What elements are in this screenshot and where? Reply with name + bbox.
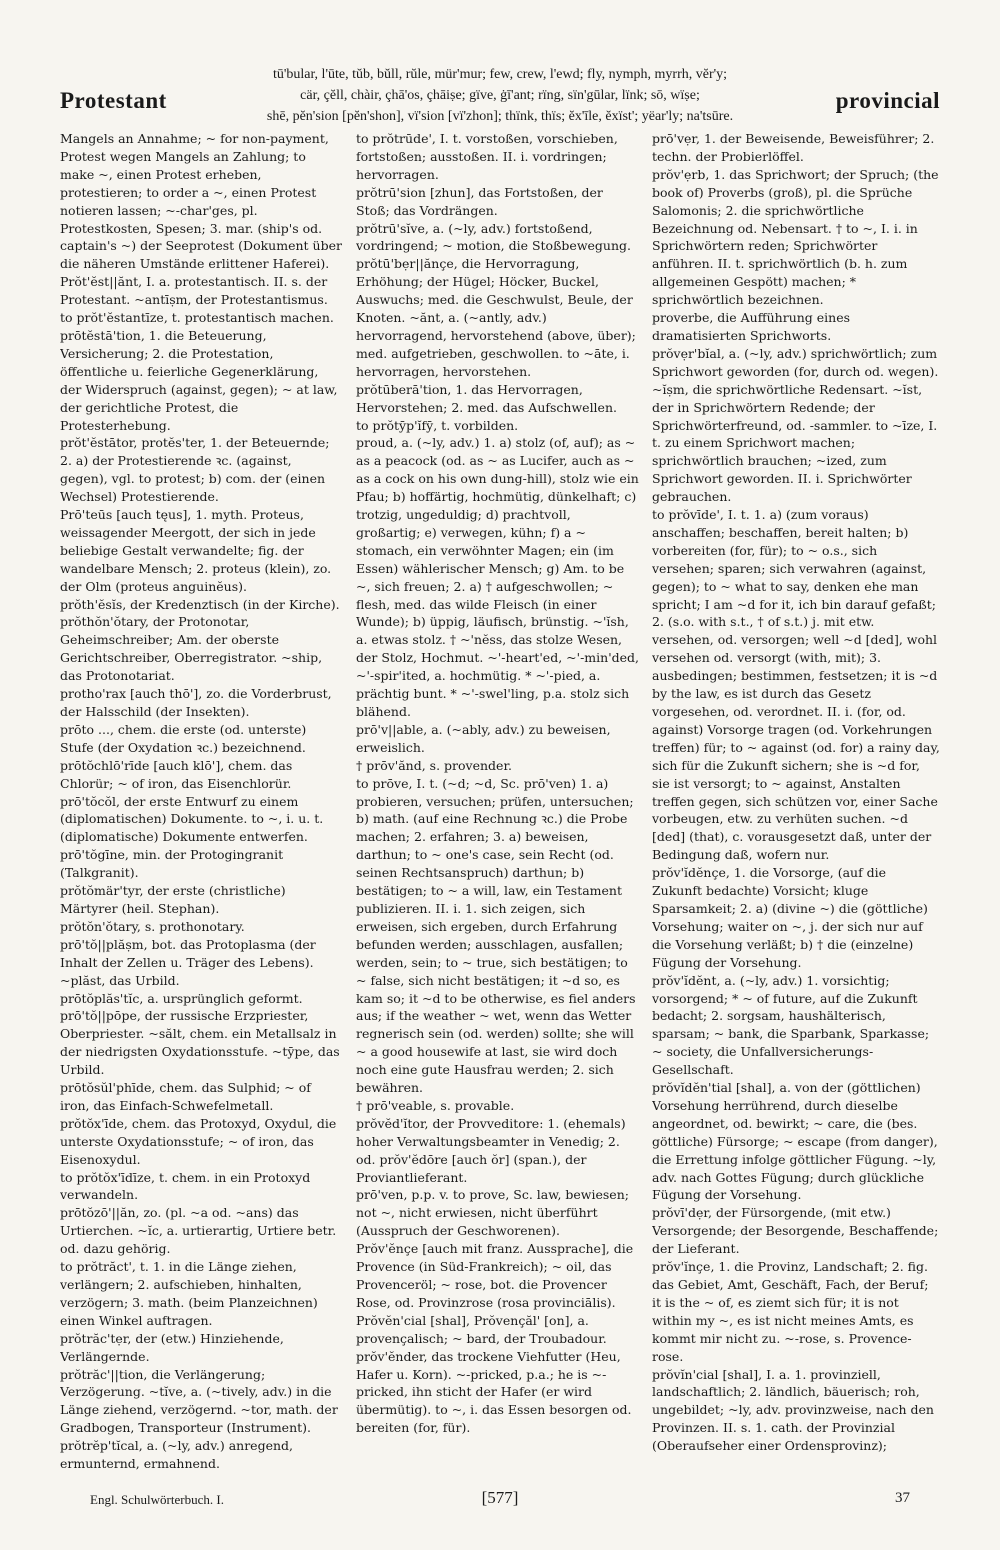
dictionary-entry: to prŏtrūde', I. t. vorstoßen, vorschieben, fortstoßen; ausstoßen. II. i. vordringen; hervorragen. — [356, 131, 618, 182]
column-3 — [652, 130, 940, 1490]
dictionary-entry: prŏtūberā'tion, 1. das Hervorragen, Hervorstehen; 2. med. das Aufschwellen. — [356, 381, 617, 415]
dictionary-entry: prŏv'ĕnder, das trockene Viehfutter (Heu, Hafer u. Korn). ~-pricked, p.a.; he is ~-pricked, ihn sticht der Hafer (er wird übermütig). to ~, i. das Essen besorgen od. bereiten (for, für). — [356, 1348, 632, 1436]
dictionary-entry: proud, a. (~ly, adv.) 1. a) stolz (of, auf); as ~ as a peacock (od. as ~ as Lucifer, auch as ~ as a cock on his own dung-hill), stolz wie ein Pfau; b) hoffärtig, hochmütig, dünkelhaft; c) trotzig, ungeduldig; d) prachtvoll, großartig; e) verwegen, kühn; f) a ~ stomach, ein verwöhnter Magen; ein (im Essen) wählerischer Mensch; g) Am. to be ~, sich freuen; 2. a) † aufgeschwollen; ~ flesh, med. das wilde Fleisch (in einer Wunde); b) üppig, läufisch, brünstig. ~'ĭsh, a. etwas stolz. † ~'nĕss, das stolze Wesen, der Stolz, Hochmut. ~'-heart'ed, ~'-min'ded, ~'-spir'ited, a. hochmütig. * ~'-pied, a. prächtig bunt. * ~'-swel'ling, p.a. stolz sich blähend. — [356, 435, 639, 719]
dictionary-entry: prōtĕstā'tion, 1. die Beteuerung, Versicherung; 2. die Protestation, öffentliche u. feierliche Gegenerklärung, der Widerspruch (against, gegen); ~ at law, der gerichtliche Protest, die Protesterhebung. — [60, 327, 338, 433]
pronunciation-key-line: cär, çĕll, chàir, çhā'os, çhāiṣe; gïve, ġī'ant; rïng, sïn'gūlar, lïnk; sō, wïṣe; — [300, 88, 700, 103]
dictionary-entry: prō'ven, p.p. v. to prove, Sc. law, bewiesen; not ~, nicht erwiesen, nicht überführt (Ausspruch der Geschworenen). — [356, 1187, 629, 1239]
dictionary-entry: Prŏt'ĕst||ănt, I. a. protestantisch. II. s. der Protestant. ~antīṣm, der Protestantismus. to prŏt'ĕstantīze, t. protestantisch machen. — [60, 274, 334, 326]
dictionary-entry: to prŏvīde', I. t. 1. a) (zum voraus) anschaffen; beschaffen, bereit halten; b) vorbereiten (for, für); to ~ o.s., sich versehen; sparen; sich verwahren (against, gegen); to ~ what to say, denken ehe man spricht; I am ~d for it, ich bin darauf gefaßt; 2. (s.o. with s.t., † of s.t.) j. mit etw. versehen, od. versorgen; well ~d [ded], wohl versehen od. versorgt (with, mit); 3. ausbedingen; bestimmen, festsetzen; it is ~d by the law, es ist durch das Gesetz vorgesehen, od. verordnet. II. i. (for, od. against) Vorsorge tragen (od. Vorkehrungen treffen) für; to ~ against (od. for) a rainy day, sich für die Zukunft sichern; she is ~d for, sie ist versorgt; to ~ against, Anstalten treffen gegen, sich schützen vor, einer Sache vorbeugen, etw. zu verhüten suchen. ~d [ded] (that), c. vorausgesetzt daß, unter der Bedingung daß, wofern nur. — [652, 507, 940, 863]
dictionary-entry: prŏvĭn'cial [shal], I. a. 1. provinziell, landschaftlich; 2. ländlich, bäuerisch; roh, ungebildet; ~ly, adv. provinzweise, nach den Provinzen. II. s. 1. cath. der Provinzial (Oberaufseher einer Ordensprovinz); — [652, 1366, 934, 1454]
dictionary-entry: to prŏtȳp'ĭfȳ, t. vorbilden. — [356, 417, 519, 433]
right-guide-word: provincial — [835, 88, 940, 113]
dictionary-entry: prōtŏplăs'tĭc, a. ursprünglich geformt. — [60, 990, 303, 1006]
dictionary-entry: Mangels an Annahme; ~ for non-payment, Protest wegen Mangels an Zahlung; to make ~, einen Protest erheben, protestieren; to order a ~, einen Protest notieren lassen; ~-char'ges, pl. Protestkosten, Spesen; 3. mar. (ship's od. captain's ~) der Seeprotest (Dokument über die näheren Umstände erlittener Haferei). — [60, 131, 342, 272]
dictionary-entry: prŏt'ĕstātor, protĕs'ter, 1. der Beteuernde; 2. a) der Protestierende ꝛc. (against, gegen), vgl. to protest; b) com. der (einen Wechsel) Protestierende. — [60, 435, 330, 505]
dictionary-entry: Prŏvĕn'cial [shal], Prŏvençăl' [on], a. provençalisch; ~ bard, der Troubadour. — [356, 1312, 607, 1346]
dictionary-entry: † prōv'ănd, s. provender. — [356, 757, 513, 773]
dictionary-entry: prō'tŏ||plăṣm, bot. das Protoplasma (der Inhalt der Zellen u. Träger des Lebens). ~plăst, das Urbild. — [60, 936, 316, 988]
dictionary-entry: prōto ..., chem. die erste (od. unterste) Stufe (der Oxydation ꝛc.) bezeichnend. — [60, 721, 307, 755]
left-guide-word: Protestant — [60, 88, 167, 113]
dictionary-entry: prŏvẹr'bĭal, a. (~ly, adv.) sprichwörtlich; zum Sprichwort geworden (for, durch od. wegen). ~ĭṣm, die sprichwörtliche Redensart. ~ĭst, der in Sprichwörtern Redende; der Sprichwörterfreund, od. -sammler. to ~īze, I. t. zu einem Sprichwort machen; sprichwörtlich brauchen; ~ized, zum Sprichwort geworden. II. i. Sprichwörter gebrauchen. — [652, 345, 939, 505]
dictionary-entry: prō'tŏ||pōpe, der russische Erzpriester, Oberpriester. ~sălt, chem. ein Metallsalz in der niedrigsten Oxydationsstufe. ~tȳpe, das Urbild. — [60, 1008, 340, 1078]
dictionary-entry: prŏv'ĭnçe, 1. die Provinz, Landschaft; 2. fig. das Gebiet, Amt, Geschäft, Fach, der Beruf; it is the ~ of, es ziemt sich für; it is not within my ~, es ist nicht meines Amts, es kommt mir nicht zu. ~-rose, s. Provence-rose. — [652, 1259, 929, 1364]
dictionary-entry: Prō'teūs [auch tęus], 1. myth. Proteus, weissagender Meergott, der sich in jede beliebige Gestalt verwandelte; fig. der wandelbare Mensch; 2. proteus (klein), zo. der Olm (proteus anguinĕus). — [60, 507, 332, 594]
dictionary-entry: prōtŏzō'||ăn, zo. (pl. ~a od. ~ans) das Urtierchen. ~ĭc, a. urtierartig, Urtiere betr. od. dazu gehörig. — [60, 1205, 337, 1257]
dictionary-entry: prō'tŏcŏl, der erste Entwurf zu einem (diplomatischen) Dokumente. to ~, i. u. t. (diplomatische) Dokumente entwerfen. — [60, 793, 324, 845]
running-head — [60, 64, 940, 124]
dictionary-entry: prŏthŏn'ŏtary, der Protonotar, Geheimschreiber; Am. der oberste Gerichtschreiber, Oberregistrator. ~ship, das Protonotariat. — [60, 614, 323, 684]
dictionary-entry: prŏtrăc'||tion, die Verlängerung; Verzögerung. ~tĭve, a. (~tively, adv.) in die Länge ziehend, verzögernd. ~tor, math. der Gradbogen, Transporteur (Instrument). — [60, 1366, 338, 1436]
dictionary-entry: prŏtrăc'tẹr, der (etw.) Hinziehende, Verlängernde. — [60, 1330, 284, 1364]
dictionary-entry: prŏtŏn'ŏtary, s. prothonotary. — [60, 918, 245, 934]
dictionary-entry: prŏv'ĭdĕnt, a. (~ly, adv.) 1. vorsichtig; vorsorgend; * ~ of future, auf die Zukunft bedacht; 2. sorgsam, haushälterisch, sparsam; ~ bank, die Sparbank, Sparkasse; ~ society, die Unfallversicherungs-Gesellschaft. — [652, 972, 930, 1078]
dictionary-entry: prŏtrĕp'tĭcal, a. (~ly, adv.) anregend, ermunternd, ermahnend. — [60, 1438, 294, 1472]
dictionary-entry: Prŏv'ĕnçe [auch mit franz. Aussprache], die Provence (in Süd-Frankreich); ~ oil, das Provenceröl; ~ rose, bot. die Provencer Rose, od. Provinzrose (rosa provinciālis). — [356, 1241, 634, 1310]
dictionary-entry: prŏtrū'sion [zhun], das Fortstoßen, der Stoß; das Vordrängen. — [356, 184, 603, 218]
dictionary-entry: prŏtū'bẹr||ănçe, die Hervorragung, Erhöhung; der Hügel; Höcker, Buckel, Auswuchs; med. die Geschwulst, Beule, der Knoten. ~ănt, a. (~antly, adv.) hervorragend, hervorstehend (above, über); med. aufgetrieben, geschwollen. to ~āte, i. hervorragen, hervorstehen. — [356, 256, 636, 379]
dictionary-entry: prō'vẹr, 1. der Beweisende, Beweisführer; 2. techn. der Probierlöffel. — [652, 131, 935, 164]
dictionary-entry: prŏv'ẹrb, 1. das Sprichwort; der Spruch; (the book of) Proverbs (groß), pl. die Sprüche Salomonis; 2. die sprichwörtliche Bezeichnung od. Nebensart. † to ~, I. i. in Sprichwörtern reden; Sprichwörter anführen. II. t. sprichwörtlich (b. h. zum allgemeinen Gespött) machen; * sprichwörtlich bezeichnen. — [652, 166, 939, 308]
dictionary-entry: prŏtrū'sĭve, a. (~ly, adv.) fortstoßend, vordringend; ~ motion, die Stoßbewegung. — [356, 220, 631, 254]
page-number: [577] — [481, 1488, 519, 1507]
column-1 — [60, 130, 343, 1490]
dictionary-entry: to prŏtŏx'īdīze, t. chem. in ein Protoxyd verwandeln. — [60, 1169, 311, 1203]
dictionary-entry: prō'tŏgīne, min. der Protogingranit (Talkgranit). — [60, 847, 284, 881]
dictionary-entry: prō'v||able, a. (~ably, adv.) zu beweisen, erweislich. — [356, 721, 611, 755]
dictionary-entry: † prō'veable, s. provable. — [356, 1097, 515, 1113]
dictionary-entry: prŏtŏx'īde, chem. das Protoxyd, Oxydul, die unterste Oxydationsstufe; ~ of iron, das Eisenoxydul. — [60, 1115, 337, 1167]
dictionary-entry: prōtŏsŭl'phīde, chem. das Sulphid; ~ of iron, das Einfach-Schwefelmetall. — [60, 1080, 311, 1113]
dictionary-entry: prŏv'ĭdĕnçe, 1. die Vorsorge, (auf die Zukunft bedachte) Vorsicht; kluge Sparsamkeit; 2. a) (divine ~) die (göttliche) Vorsehung; waiter on ~, j. der sich nur auf die Vorsehung verläßt; b) † die (einzelne) Fügung der Vorsehung. — [652, 865, 928, 970]
dictionary-entry: prōtŏchlō'rīde [auch klō'], chem. das Chlorür; ~ of iron, das Eisenchlorür. — [60, 757, 293, 791]
dictionary-entry: to prōve, I. t. (~d; ~d, Sc. prō'ven) 1. a) probieren, versuchen; prüfen, untersuchen; b) math. (auf eine Rechnung ꝛc.) die Probe machen; 2. erfahren; 3. a) beweisen, darthun; to ~ one's case, sein Recht (od. seinen Rechtsanspruch) darthun; b) bestätigen; to ~ a will, law, ein Testament publizieren. II. i. 1. sich zeigen, sich erweisen, sich ergeben, durch Erfahrung befunden werden; ausschlagen, ausfallen; werden, sein; to ~ true, sich bestätigen; to ~ false, sich nicht bestätigen; it ~d so, es kam so; it ~d to be otherwise, es fiel anders aus; if the weather ~ wet, wenn das Wetter regnerisch sein (od. werden) sollte; she will ~ a good housewife at last, sie wird doch noch eine gute Hausfrau werden; 2. sich bewähren. — [356, 775, 636, 1096]
dictionary-entry: prŏvĕd'ĭtor, der Provveditore: 1. (ehemals) hoher Verwaltungsbeamter in Venedig; 2. od. prŏv'ĕdōre [auch ŏr] (span.), der Proviantlieferant. — [356, 1115, 626, 1185]
pronunciation-key-line: tū'bular, l'ūte, tŭb, bŭll, rŭle, mür'mur; few, crew, l'ewd; fly, nymph, myrrh, vĕr'y; — [272, 67, 728, 82]
dictionary-entry: protho'rax [auch thō'], zo. die Vorderbrust, der Halsschild (der Insekten). — [60, 686, 332, 719]
signature-number: 37 — [895, 1490, 910, 1506]
column-2 — [356, 130, 639, 1490]
dictionary-entry: prŏth'ĕsĭs, der Kredenztisch (in der Kirche). — [60, 596, 340, 612]
dictionary-entry: to prŏtrăct', t. 1. in die Länge ziehen, verlängern; 2. aufschieben, hinhalten, verzögern; 3. math. (beim Planzeichnen) einen Winkel auftragen. — [60, 1259, 318, 1328]
dictionary-entry: proverbe, die Aufführung eines dramatisierten Sprichworts. — [652, 310, 851, 343]
dictionary-entry: prŏtŏmär'tyr, der erste (christliche) Märtyrer (heil. Stephan). — [60, 883, 286, 916]
footer-book-title: Engl. Schulwörterbuch. I. — [90, 1492, 224, 1507]
pronunciation-key-line: shē, pĕn'sion [pĕn'shon], vï'sion [vï'zhon]; thïnk, thïs; ĕx'īle, ĕxïst'; yëar'ly; na'tsūre. — [266, 109, 734, 124]
dictionary-entry: prŏvĭdĕn'tial [shal], a. von der (göttlichen) Vorsehung herrührend, durch dieselbe angeordnet, od. bewirkt; ~ care, die (bes. göttliche) Fürsorge; ~ escape (from danger), die Errettung infolge göttlicher Fügung. ~ly, adv. nach Gottes Fügung; durch glückliche Fügung der Vorsehung. — [652, 1080, 938, 1203]
page-footer — [60, 1488, 940, 1518]
pronunciation-key — [225, 64, 775, 127]
dictionary-entry: prŏvī'dẹr, der Fürsorgende, (mit etw.) Versorgende; der Besorgende, Beschaffende; der Lieferant. — [652, 1205, 939, 1257]
entry-columns — [60, 130, 940, 1490]
